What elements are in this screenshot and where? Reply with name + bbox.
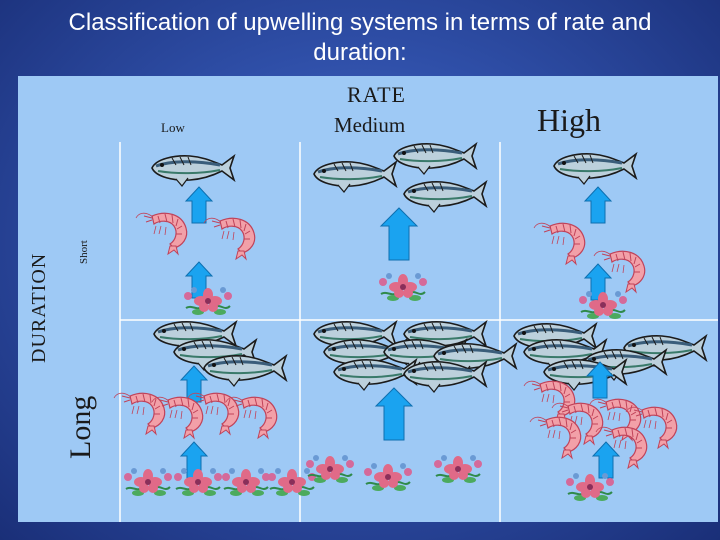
rate-axis-label: RATE [347,82,406,107]
classification-diagram [18,76,718,522]
plankton-icon [268,468,316,496]
rate-level-medium: Medium [334,113,406,137]
upwelling-arrow-icon [381,208,417,260]
plankton-icon [174,468,222,496]
upwelling-arrow-icon [181,366,207,402]
fish-icon [554,154,636,184]
shrimp-icon [524,381,575,422]
shrimp-icon [136,213,187,254]
cell-long-medium [306,322,516,491]
cell-short-high [534,154,645,319]
upwelling-arrow-icon [376,388,412,440]
plankton-icon [566,473,614,501]
cell-short-low [136,156,255,315]
duration-axis-label: DURATION [28,252,50,363]
plankton-icon [222,468,270,496]
plankton-icon [364,463,412,491]
rate-level-low: Low [161,120,185,135]
duration-level-long: Long [64,395,97,459]
fish-icon [204,356,286,386]
cell-short-medium [314,144,486,301]
plankton-icon [184,287,232,315]
shrimp-icon [114,393,165,434]
shrimp-icon [204,218,255,259]
diagram-graphics [18,76,718,522]
shrimp-icon [530,417,581,458]
fish-icon [314,162,396,192]
slide-title: Classification of upwelling systems in terms of rate and duration: [68,9,652,66]
plankton-icon [124,468,172,496]
plankton-icon [379,273,427,301]
shrimp-icon [534,223,585,264]
upwelling-arrow-icon [585,187,611,223]
fish-icon [394,144,476,174]
cell-long-low [114,322,316,496]
fish-icon [404,182,486,212]
duration-level-short: Short [78,240,90,264]
fish-icon [152,156,234,186]
plankton-icon [579,291,627,319]
upwelling-arrow-icon [186,187,212,223]
plankton-icon [434,455,482,483]
cell-long-high [514,324,706,501]
upwelling-arrow-icon [593,442,619,478]
rate-level-high: High [537,102,601,138]
